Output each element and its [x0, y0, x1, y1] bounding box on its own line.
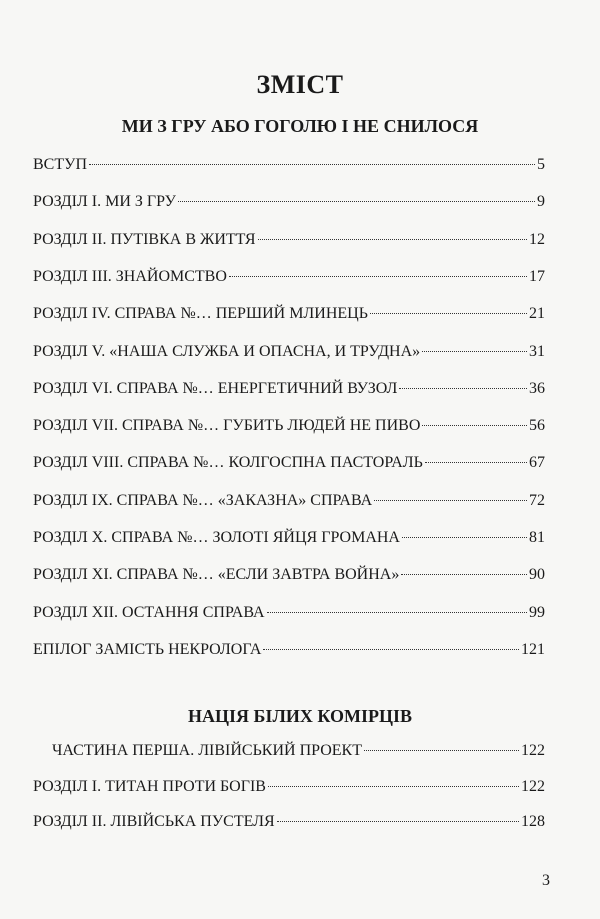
toc-entry-page: 122 [521, 777, 545, 795]
dot-leader [364, 750, 519, 751]
toc-entry [33, 267, 545, 287]
toc-entry-page: 56 [529, 417, 545, 435]
toc-entry-label: РОЗДІЛ II. ПУТІВКА В ЖИТТЯ [33, 230, 256, 248]
toc-entry-label: ЕПІЛОГ ЗАМІСТЬ НЕКРОЛОГА [33, 640, 262, 658]
toc-entry-page: 36 [529, 379, 545, 397]
dot-leader [401, 574, 527, 575]
toc-entry-page: 21 [529, 305, 545, 323]
toc-entry [33, 379, 545, 399]
toc-entry-page: 12 [529, 230, 545, 248]
toc-entry-page: 9 [537, 193, 545, 211]
toc-entry-label: ЧАСТИНА ПЕРША. ЛІВІЙСЬКИЙ ПРОЕКТ [52, 742, 362, 759]
toc-entry-label: РОЗДІЛ XII. ОСТАННЯ СПРАВА [33, 603, 265, 621]
section-heading-1: МИ З ГРУ АБО ГОГОЛЮ І НЕ СНИЛОСЯ [121, 116, 479, 136]
toc-entry-page: 17 [529, 267, 545, 285]
toc-entry-page: 122 [521, 742, 545, 759]
dot-leader [402, 537, 527, 538]
dot-leader [263, 649, 519, 650]
toc-entry-page: 121 [521, 640, 545, 658]
toc-entry-label: ВСТУП [33, 156, 87, 173]
toc-entry-label: РОЗДІЛ VI. СПРАВА №… ЕНЕРГЕТИЧНИЙ ВУЗОЛ [33, 379, 398, 397]
toc-entry [33, 304, 545, 324]
toc-entry [52, 741, 545, 761]
toc-entry-label: РОЗДІЛ III. ЗНАЙОМСТВО [33, 267, 227, 285]
toc-entry-page: 90 [529, 566, 545, 584]
toc-entry-page: 5 [537, 156, 545, 173]
toc-entry [33, 528, 545, 548]
toc-entry-page: 72 [529, 491, 545, 509]
dot-leader [425, 462, 527, 463]
dot-leader [89, 164, 535, 165]
toc-entry [33, 453, 545, 473]
page-title: ЗМІСТ [256, 70, 344, 99]
toc-entry [33, 777, 545, 797]
toc-entry [33, 416, 545, 436]
dot-leader [258, 239, 528, 240]
toc-entry [33, 155, 545, 175]
dot-leader [422, 351, 527, 352]
dot-leader [422, 425, 527, 426]
toc-entry [33, 603, 545, 623]
toc-entry [33, 812, 545, 832]
toc-entry-label: РОЗДІЛ I. МИ З ГРУ [33, 193, 176, 211]
dot-leader [267, 612, 527, 613]
toc-entry [33, 192, 545, 212]
dot-leader [229, 276, 527, 277]
dot-leader [178, 201, 535, 202]
toc-entry-label: РОЗДІЛ IX. СПРАВА №… «ЗАКАЗНА» СПРАВА [33, 491, 373, 509]
toc-entry-page: 81 [529, 529, 545, 546]
page-number: 3 [542, 872, 550, 889]
toc-entry [33, 342, 545, 362]
toc-entry-label: РОЗДІЛ VIII. СПРАВА №… КОЛГОСПНА ПАСТОРАЛЬ [33, 454, 423, 472]
toc-entry-label: РОЗДІЛ IV. СПРАВА №… ПЕРШИЙ МЛИНЕЦЬ [33, 305, 368, 323]
dot-leader [277, 821, 519, 822]
toc-entry-label: РОЗДІЛ X. СПРАВА №… ЗОЛОТІ ЯЙЦЯ ГРОМАНА [33, 529, 400, 546]
toc-entry-page: 31 [529, 342, 545, 360]
toc-entry-label: РОЗДІЛ VII. СПРАВА №… ГУБИТЬ ЛЮДЕЙ НЕ ПИВО [33, 417, 421, 435]
toc-entry [33, 230, 545, 250]
toc-entry [33, 640, 545, 660]
toc-entry-label: РОЗДІЛ I. ТИТАН ПРОТИ БОГІВ [33, 777, 266, 795]
dot-leader [268, 786, 519, 787]
toc-entry-page: 128 [521, 813, 545, 830]
toc-entry [33, 565, 545, 585]
dot-leader [370, 313, 527, 314]
section-heading-2: НАЦІЯ БІЛИХ КОМІРЦІВ [188, 706, 412, 726]
toc-entry [33, 491, 545, 511]
toc-entry-page: 99 [529, 603, 545, 621]
dot-leader [399, 388, 527, 389]
dot-leader [374, 500, 527, 501]
toc-entry-label: РОЗДІЛ V. «НАША СЛУЖБА И ОПАСНА, И ТРУДНА» [33, 342, 421, 360]
toc-entry-page: 67 [529, 454, 545, 472]
toc-entry-label: РОЗДІЛ XI. СПРАВА №… «ЕСЛИ ЗАВТРА ВОЙНА» [33, 566, 400, 584]
toc-entry-label: РОЗДІЛ II. ЛІВІЙСЬКА ПУСТЕЛЯ [33, 813, 275, 830]
